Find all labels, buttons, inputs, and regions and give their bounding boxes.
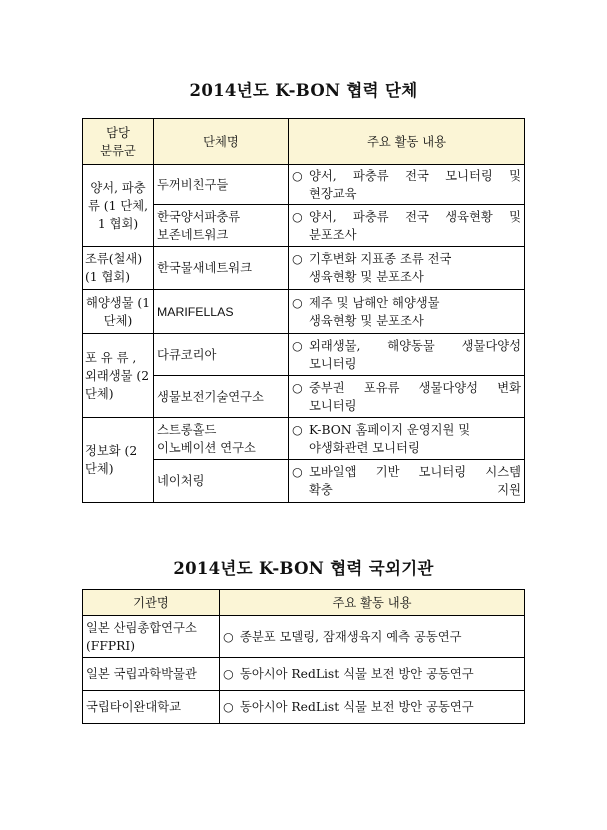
title-kbon-international-partners: 2014년도 K-BON 협력 국외기관 xyxy=(173,559,434,578)
activity-cell xyxy=(289,460,525,503)
header-activities: 주요 활동 내용 xyxy=(220,590,525,616)
header-institution: 기관명 xyxy=(83,590,220,616)
table-row xyxy=(83,658,525,691)
header-category: 담당 분류군 xyxy=(83,119,154,165)
header-organization: 단체명 xyxy=(154,119,289,165)
category-cell: 조류(철새) (1 협회) xyxy=(83,247,154,290)
table-row xyxy=(83,691,525,724)
activity-text: K-BON 홈페이지 운영지원 및 야생화관련 모니터링 xyxy=(309,422,471,455)
activity-text: 기후변화 지표종 조류 전국 생육현황 및 분포조사 xyxy=(309,252,452,284)
institution-cell: 국립타이완대학교 xyxy=(83,691,220,724)
activity-cell xyxy=(220,658,525,691)
institution-cell: 일본 국립과학박물관 xyxy=(83,658,220,691)
activity-text: 중부권 포유류 생물다양성 변화 모니터링 xyxy=(309,380,521,413)
activity-cell xyxy=(289,247,525,290)
organization-cell: 두꺼비친구들 xyxy=(154,165,289,205)
activity-cell xyxy=(220,616,525,658)
bullet-icon: ○ xyxy=(223,629,234,644)
activity-text: 종분포 모델링, 잠재생육지 예측 공동연구 xyxy=(240,629,462,644)
activity-cell xyxy=(289,290,525,334)
table-header-row xyxy=(83,119,525,165)
table-row xyxy=(83,334,525,376)
table-header-row xyxy=(83,590,525,616)
institution-cell: 일본 산림총합연구소 (FFPRI) xyxy=(83,616,220,658)
activity-text: 모바일앱 기반 모니터링 시스템 확충 지원 xyxy=(309,465,521,497)
activity-cell xyxy=(289,334,525,376)
activity-text: 제주 및 남해안 해양생물 생육현황 및 분포조사 xyxy=(309,295,440,328)
activity-cell xyxy=(289,165,525,205)
activity-text: 동아시아 RedList 식물 보전 방안 공동연구 xyxy=(240,667,474,681)
activity-text: 양서, 파충류 전국 생육현황 및 분포조사 xyxy=(309,209,521,242)
activity-cell xyxy=(289,376,525,418)
bullet-icon: ○ xyxy=(292,465,303,479)
activity-text: 동아시아 RedList 식물 보전 방안 공동연구 xyxy=(240,700,474,714)
bullet-icon: ○ xyxy=(292,209,303,224)
partner-organizations-table xyxy=(82,118,525,503)
bullet-icon: ○ xyxy=(292,422,303,437)
bullet-icon: ○ xyxy=(223,667,234,681)
organization-cell: MARIFELLAS xyxy=(154,290,289,334)
category-cell: 포 유 류 , 외래생물 (2 단체) xyxy=(83,334,154,418)
organization-cell: 네이처링 xyxy=(154,460,289,503)
activity-cell xyxy=(289,418,525,460)
bullet-icon: ○ xyxy=(223,700,234,714)
organization-cell: 다큐코리아 xyxy=(154,334,289,376)
bullet-icon: ○ xyxy=(292,338,303,353)
organization-cell: 스트롱홀드 이노베이션 연구소 xyxy=(154,418,289,460)
international-partners-table xyxy=(82,589,525,724)
organization-cell: 한국양서파충류 보존네트워크 xyxy=(154,205,289,247)
bullet-icon: ○ xyxy=(292,380,303,395)
table-row xyxy=(83,418,525,460)
header-activities: 주요 활동 내용 xyxy=(289,119,525,165)
activity-text: 양서, 파충류 전국 모니터링 및 현장교육 xyxy=(309,168,521,201)
title-kbon-partner-organizations: 2014년도 K-BON 협력 단체 xyxy=(189,81,418,100)
table-row xyxy=(83,290,525,334)
category-cell: 해양생물 (1 단체) xyxy=(83,290,154,334)
activity-cell xyxy=(289,205,525,247)
table-row xyxy=(83,247,525,290)
category-cell: 정보화 (2 단체) xyxy=(83,418,154,503)
category-cell: 양서, 파충류 (1 단체, 1 협회) xyxy=(83,165,154,247)
activity-text: 외래생물, 해양동물 생물다양성 모니터링 xyxy=(309,338,521,371)
bullet-icon: ○ xyxy=(292,252,303,266)
organization-cell: 생물보전기술연구소 xyxy=(154,376,289,418)
bullet-icon: ○ xyxy=(292,295,303,310)
activity-cell xyxy=(220,691,525,724)
table-row xyxy=(83,616,525,658)
organization-cell: 한국물새네트워크 xyxy=(154,247,289,290)
bullet-icon: ○ xyxy=(292,168,303,183)
table-row xyxy=(83,165,525,205)
